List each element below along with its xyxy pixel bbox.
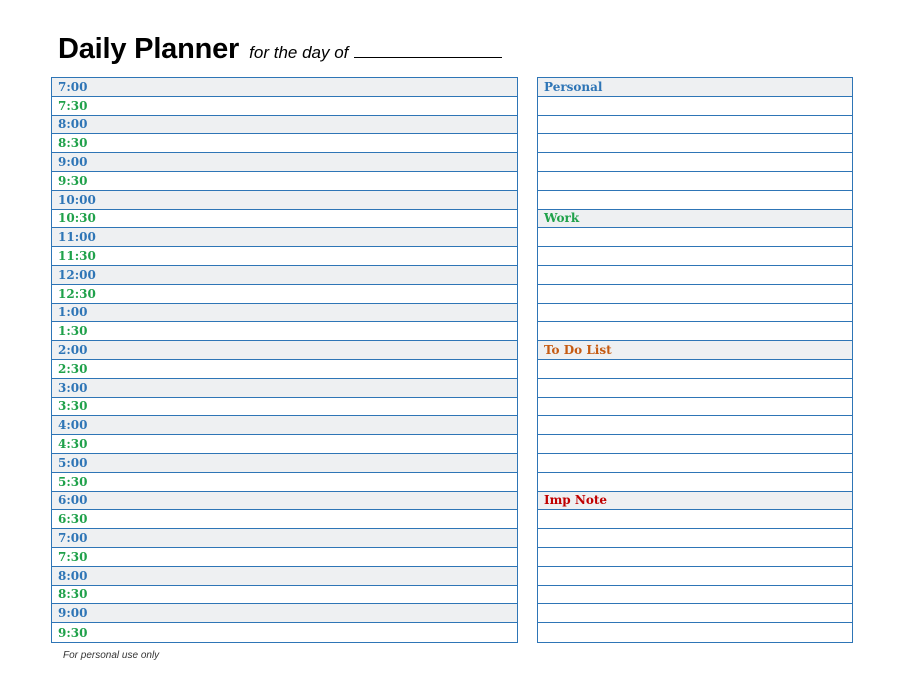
time-slot-row[interactable] [52, 398, 517, 417]
time-label: 5:30 [58, 474, 88, 489]
note-line-row[interactable] [538, 510, 852, 529]
note-line-row[interactable] [538, 398, 852, 417]
section-header-row [538, 341, 852, 360]
time-label: 9:00 [58, 606, 88, 621]
time-slot-row[interactable] [52, 285, 517, 304]
note-line-row[interactable] [538, 153, 852, 172]
time-label: 12:00 [58, 267, 96, 282]
time-slot-row[interactable] [52, 473, 517, 492]
note-line-row[interactable] [538, 454, 852, 473]
note-line-row[interactable] [538, 379, 852, 398]
footer-note: For personal use only [63, 650, 160, 661]
time-slot-row[interactable] [52, 435, 517, 454]
time-slot-row[interactable] [52, 210, 517, 229]
note-line-row[interactable] [538, 586, 852, 605]
time-slot-row[interactable] [52, 529, 517, 548]
note-line-row[interactable] [538, 116, 852, 135]
time-label: 3:00 [58, 380, 88, 395]
time-slot-row[interactable] [52, 228, 517, 247]
time-label: 1:30 [58, 324, 88, 339]
section-label-todo: To Do List [544, 343, 612, 358]
time-label: 4:00 [58, 418, 88, 433]
time-label: 8:00 [58, 568, 88, 583]
time-slot-row[interactable] [52, 172, 517, 191]
note-line-row[interactable] [538, 435, 852, 454]
time-label: 9:00 [58, 155, 88, 170]
note-line-row[interactable] [538, 529, 852, 548]
section-header-row [538, 210, 852, 229]
time-label: 8:30 [58, 587, 88, 602]
time-label: 6:00 [58, 493, 88, 508]
header [58, 33, 502, 69]
time-slot-row[interactable] [52, 247, 517, 266]
time-slot-row[interactable] [52, 191, 517, 210]
time-label: 10:30 [58, 211, 96, 226]
time-slot-row[interactable] [52, 322, 517, 341]
section-header-row [538, 78, 852, 97]
time-label: 2:30 [58, 361, 88, 376]
time-slot-row[interactable] [52, 360, 517, 379]
time-label: 9:30 [58, 173, 88, 188]
page-subtitle: for the day of [249, 43, 349, 62]
time-slot-row[interactable] [52, 548, 517, 567]
time-label: 6:30 [58, 512, 88, 527]
note-line-row[interactable] [538, 97, 852, 116]
section-label-imp-note: Imp Note [544, 493, 608, 508]
time-slot-row[interactable] [52, 116, 517, 135]
note-line-row[interactable] [538, 304, 852, 323]
time-slot-row[interactable] [52, 266, 517, 285]
time-label: 11:00 [58, 230, 96, 245]
section-label-work: Work [544, 211, 580, 226]
note-line-row[interactable] [538, 604, 852, 623]
note-line-row[interactable] [538, 191, 852, 210]
note-line-row[interactable] [538, 266, 852, 285]
time-label: 8:30 [58, 136, 88, 151]
section-header-row [538, 492, 852, 511]
time-label: 1:00 [58, 305, 88, 320]
time-label: 9:30 [58, 625, 88, 640]
notes-table [537, 77, 853, 643]
time-slot-row[interactable] [52, 97, 517, 116]
note-line-row[interactable] [538, 623, 852, 642]
time-label: 7:00 [58, 531, 88, 546]
time-label: 3:30 [58, 399, 88, 414]
time-slot-row[interactable] [52, 586, 517, 605]
time-label: 7:00 [58, 79, 88, 94]
note-line-row[interactable] [538, 567, 852, 586]
note-line-row[interactable] [538, 548, 852, 567]
section-label-personal: Personal [544, 79, 603, 94]
note-line-row[interactable] [538, 473, 852, 492]
date-field-line[interactable] [354, 43, 502, 58]
time-label: 2:00 [58, 343, 88, 358]
time-label: 5:00 [58, 455, 88, 470]
schedule-table [51, 77, 518, 643]
time-slot-row[interactable] [52, 623, 517, 642]
time-slot-row[interactable] [52, 567, 517, 586]
time-label: 7:30 [58, 98, 88, 113]
note-line-row[interactable] [538, 247, 852, 266]
time-slot-row[interactable] [52, 416, 517, 435]
time-slot-row[interactable] [52, 78, 517, 97]
note-line-row[interactable] [538, 322, 852, 341]
time-slot-row[interactable] [52, 454, 517, 473]
note-line-row[interactable] [538, 285, 852, 304]
time-slot-row[interactable] [52, 341, 517, 360]
page-title: Daily Planner [58, 33, 240, 65]
time-slot-row[interactable] [52, 379, 517, 398]
note-line-row[interactable] [538, 228, 852, 247]
note-line-row[interactable] [538, 416, 852, 435]
time-label: 11:30 [58, 249, 96, 264]
time-slot-row[interactable] [52, 304, 517, 323]
note-line-row[interactable] [538, 360, 852, 379]
note-line-row[interactable] [538, 134, 852, 153]
time-label: 7:30 [58, 549, 88, 564]
time-slot-row[interactable] [52, 134, 517, 153]
time-slot-row[interactable] [52, 492, 517, 511]
time-label: 10:00 [58, 192, 96, 207]
time-label: 4:30 [58, 437, 88, 452]
time-label: 8:00 [58, 117, 88, 132]
note-line-row[interactable] [538, 172, 852, 191]
time-label: 12:30 [58, 286, 96, 301]
time-slot-row[interactable] [52, 510, 517, 529]
time-slot-row[interactable] [52, 153, 517, 172]
time-slot-row[interactable] [52, 604, 517, 623]
